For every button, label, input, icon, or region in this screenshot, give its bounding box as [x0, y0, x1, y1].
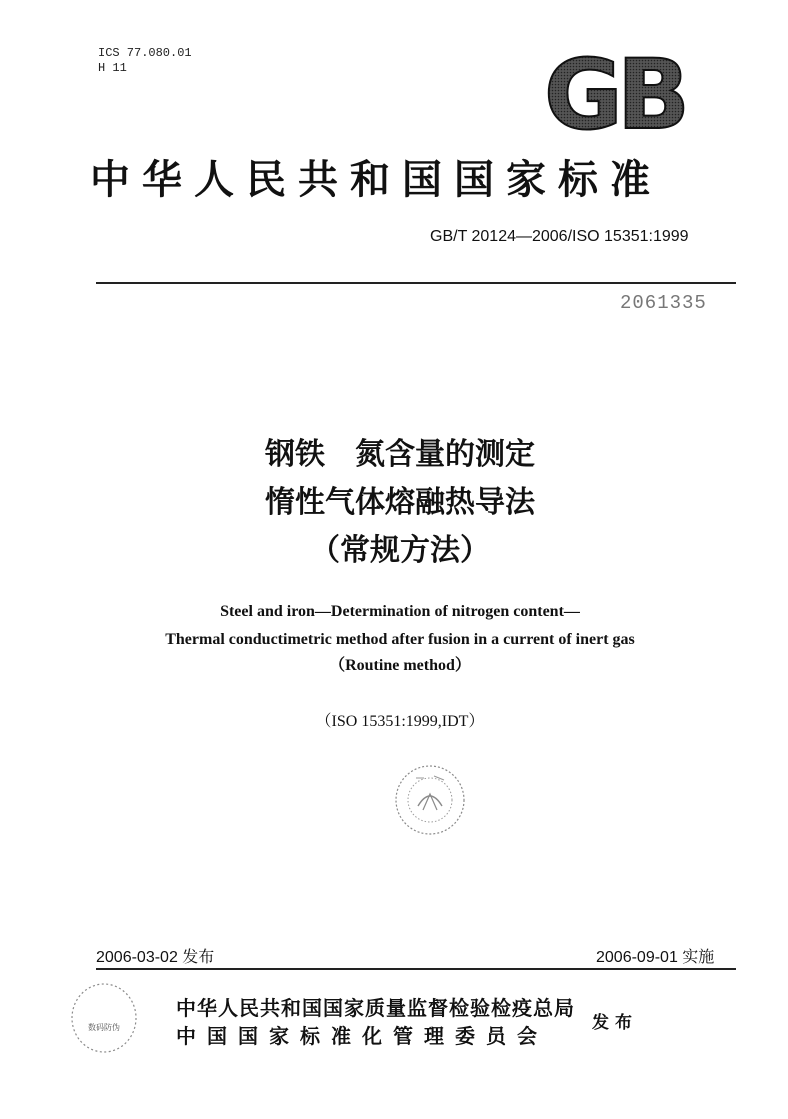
standard-title: 中华人民共和国国家标准 [90, 157, 662, 203]
header-codes [98, 46, 192, 76]
implementation-date: 2006-09-01 实施 [596, 949, 715, 966]
iso-reference: （ISO 15351:1999,IDT） [315, 713, 485, 730]
issuer-line1: 中华人民共和国国家质量监督检验检疫总局 [176, 996, 575, 1020]
cn-title-line2: 惰性气体熔融热导法 [265, 485, 535, 520]
en-title-line3: （Routine method） [329, 657, 471, 674]
anti-counterfeit-seal [68, 980, 140, 1056]
bottom-divider [96, 968, 736, 970]
gb-logo [536, 50, 692, 136]
cn-title-line3: （常规方法） [310, 533, 490, 568]
library-seal [390, 760, 470, 840]
en-title-line1: Steel and iron—Determination of nitrogen content— [220, 603, 580, 620]
seal-text: 数码防伪 [88, 1023, 120, 1032]
standard-number: GB/T 20124—2006/ISO 15351:1999 [430, 228, 689, 245]
ics-code: ICS 77.080.01 [98, 46, 192, 60]
gb-logo-text: GB [544, 50, 684, 136]
ccs-code: H 11 [98, 61, 127, 75]
en-title-line2: Thermal conductimetric method after fusion in a current of inert gas [165, 631, 635, 648]
issue-date: 2006-03-02 发布 [96, 949, 215, 966]
cn-title-line1: 钢铁 氮含量的测定 [265, 437, 535, 472]
top-divider [96, 282, 736, 284]
issue-word: 发布 [592, 1013, 638, 1033]
stamp-number: 2061335 [620, 292, 707, 314]
issuer-line2: 中国国家标准化管理委员会 [176, 1024, 548, 1048]
